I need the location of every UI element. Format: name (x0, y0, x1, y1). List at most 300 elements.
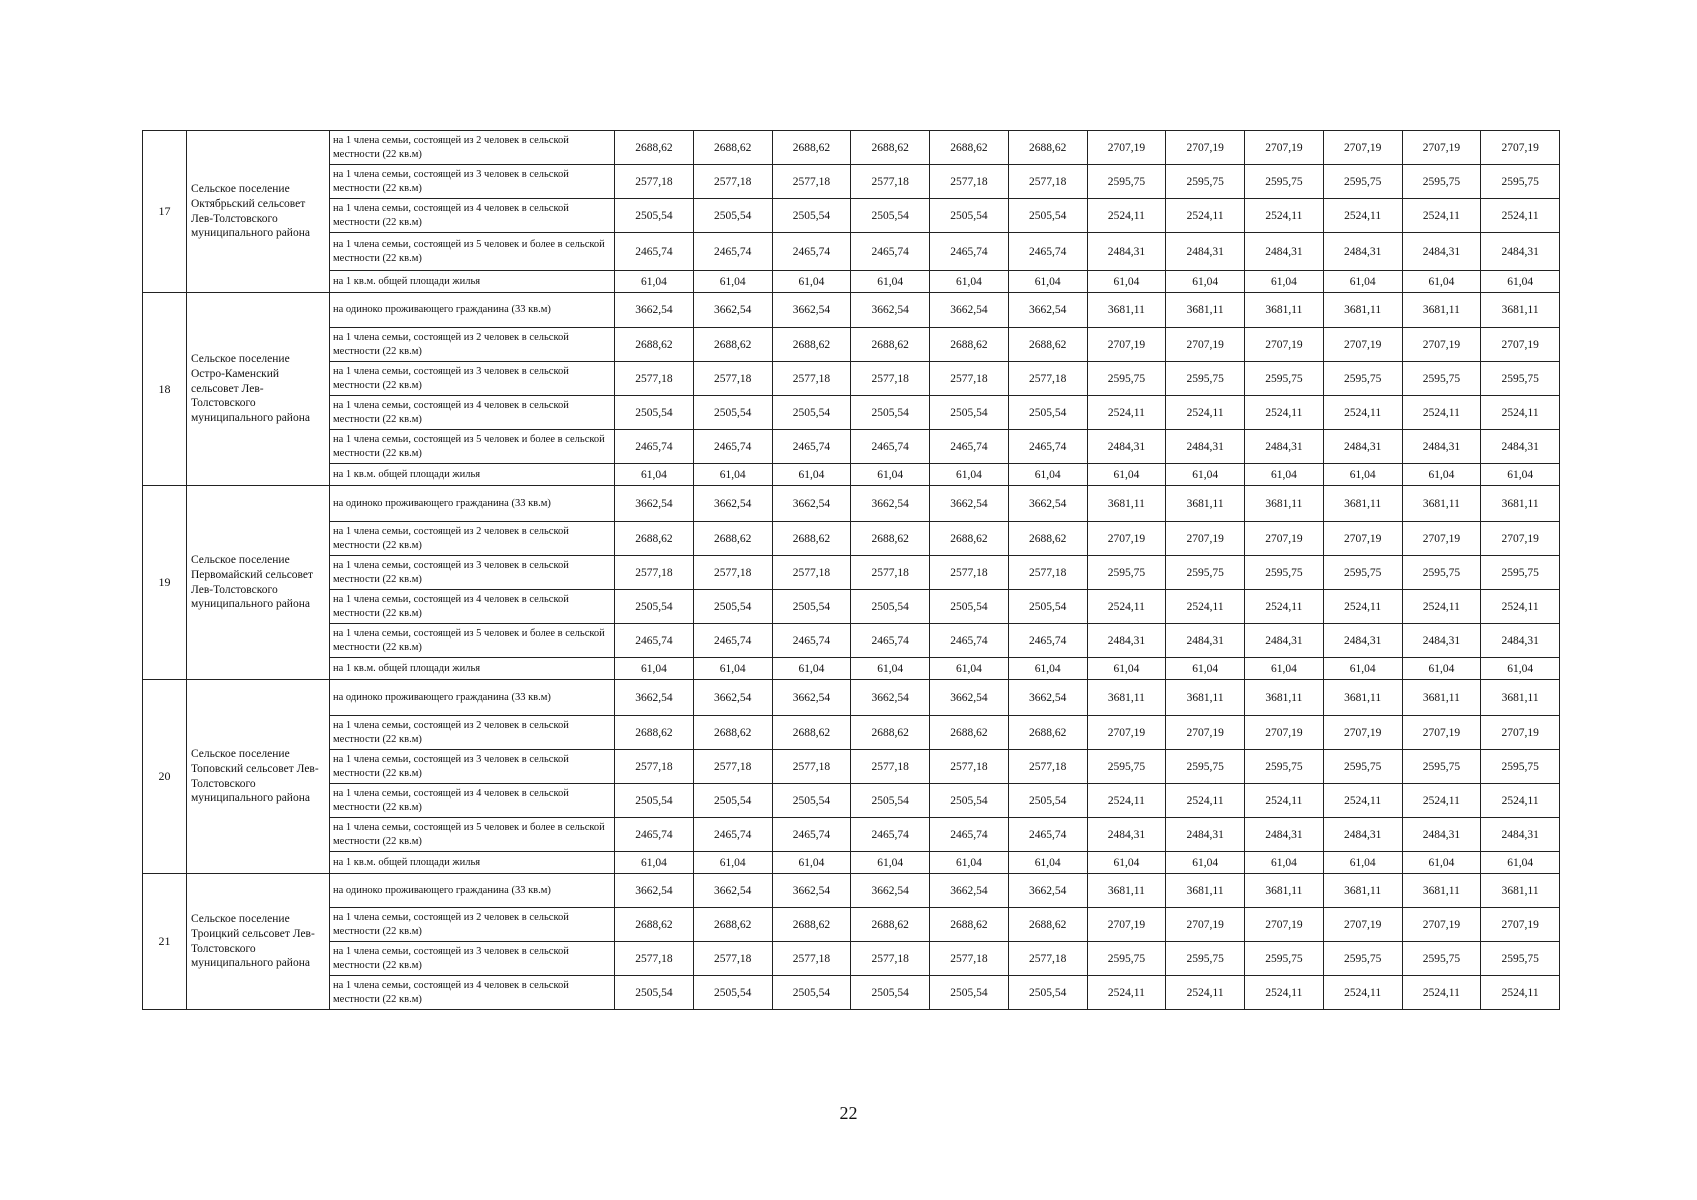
value-cell: 2524,11 (1402, 396, 1481, 430)
category-label: на 1 члена семьи, состоящей из 4 человек в сельской местности (22 кв.м) (330, 396, 615, 430)
value-cell: 61,04 (1323, 658, 1402, 680)
value-cell: 2707,19 (1087, 328, 1166, 362)
value-cell: 2524,11 (1166, 976, 1245, 1010)
value-cell: 2484,31 (1166, 430, 1245, 464)
value-cell: 61,04 (1008, 658, 1087, 680)
value-cell: 3681,11 (1166, 486, 1245, 522)
value-cell: 2707,19 (1166, 522, 1245, 556)
value-cell: 61,04 (1087, 271, 1166, 293)
value-cell: 2465,74 (930, 430, 1009, 464)
value-cell: 61,04 (1166, 464, 1245, 486)
value-cell: 3662,54 (615, 486, 694, 522)
value-cell: 2505,54 (693, 976, 772, 1010)
value-cell: 2524,11 (1245, 396, 1324, 430)
value-cell: 2688,62 (615, 522, 694, 556)
value-cell: 61,04 (615, 464, 694, 486)
value-cell: 2577,18 (693, 750, 772, 784)
value-cell: 2707,19 (1402, 131, 1481, 165)
value-cell: 2465,74 (772, 624, 851, 658)
category-label: на одиноко проживающего гражданина (33 кв.м) (330, 486, 615, 522)
value-cell: 2595,75 (1323, 362, 1402, 396)
value-cell: 3681,11 (1481, 293, 1560, 328)
value-cell: 61,04 (851, 852, 930, 874)
value-cell: 2577,18 (851, 942, 930, 976)
category-label: на 1 члена семьи, состоящей из 3 человек в сельской местности (22 кв.м) (330, 556, 615, 590)
value-cell: 2524,11 (1087, 784, 1166, 818)
value-cell: 2688,62 (615, 328, 694, 362)
table-row (143, 874, 1560, 908)
table-row (143, 328, 1560, 362)
settlement-name: Сельское поселение Первомайский сельсовет Лев-Толстовского муниципального района (187, 486, 330, 680)
value-cell: 2577,18 (693, 165, 772, 199)
value-cell: 2688,62 (693, 328, 772, 362)
value-cell: 2484,31 (1481, 818, 1560, 852)
value-cell: 2707,19 (1166, 716, 1245, 750)
value-cell: 2707,19 (1245, 328, 1324, 362)
value-cell: 2688,62 (930, 131, 1009, 165)
value-cell: 2505,54 (693, 784, 772, 818)
value-cell: 2577,18 (930, 362, 1009, 396)
value-cell: 3662,54 (851, 293, 930, 328)
value-cell: 2484,31 (1166, 233, 1245, 271)
category-label: на 1 члена семьи, состоящей из 3 человек в сельской местности (22 кв.м) (330, 362, 615, 396)
value-cell: 3662,54 (772, 293, 851, 328)
table-row (143, 556, 1560, 590)
value-cell: 2505,54 (772, 590, 851, 624)
value-cell: 61,04 (1245, 464, 1324, 486)
value-cell: 2465,74 (1008, 818, 1087, 852)
value-cell: 2577,18 (615, 362, 694, 396)
value-cell: 2524,11 (1245, 976, 1324, 1010)
value-cell: 2465,74 (1008, 233, 1087, 271)
table-row (143, 464, 1560, 486)
value-cell: 2465,74 (693, 818, 772, 852)
value-cell: 2484,31 (1245, 430, 1324, 464)
value-cell: 2707,19 (1166, 328, 1245, 362)
category-label: на 1 члена семьи, состоящей из 3 человек в сельской местности (22 кв.м) (330, 165, 615, 199)
value-cell: 2595,75 (1245, 165, 1324, 199)
value-cell: 61,04 (1087, 852, 1166, 874)
value-cell: 61,04 (851, 658, 930, 680)
value-cell: 2577,18 (851, 750, 930, 784)
value-cell: 2595,75 (1166, 362, 1245, 396)
value-cell: 2595,75 (1245, 942, 1324, 976)
value-cell: 2577,18 (772, 165, 851, 199)
value-cell: 2505,54 (851, 784, 930, 818)
value-cell: 3681,11 (1166, 293, 1245, 328)
value-cell: 61,04 (930, 271, 1009, 293)
value-cell: 61,04 (1087, 658, 1166, 680)
value-cell: 2524,11 (1481, 396, 1560, 430)
value-cell: 2595,75 (1245, 750, 1324, 784)
value-cell: 61,04 (1166, 271, 1245, 293)
value-cell: 2484,31 (1245, 624, 1324, 658)
value-cell: 61,04 (930, 852, 1009, 874)
value-cell: 3662,54 (772, 874, 851, 908)
settlement-name: Сельское поселение Остро-Каменский сельсовет Лев-Толстовского муниципального района (187, 293, 330, 486)
value-cell: 2707,19 (1166, 131, 1245, 165)
value-cell: 2524,11 (1323, 976, 1402, 1010)
value-cell: 2505,54 (1008, 976, 1087, 1010)
value-cell: 2688,62 (930, 716, 1009, 750)
value-cell: 2688,62 (851, 131, 930, 165)
value-cell: 2524,11 (1481, 784, 1560, 818)
value-cell: 2688,62 (851, 328, 930, 362)
value-cell: 2465,74 (851, 233, 930, 271)
value-cell: 61,04 (1008, 464, 1087, 486)
value-cell: 3662,54 (693, 680, 772, 716)
value-cell: 2484,31 (1087, 233, 1166, 271)
value-cell: 2484,31 (1402, 624, 1481, 658)
value-cell: 2595,75 (1087, 362, 1166, 396)
value-cell: 3681,11 (1245, 680, 1324, 716)
value-cell: 3662,54 (693, 293, 772, 328)
value-cell: 2505,54 (615, 590, 694, 624)
value-cell: 2595,75 (1087, 750, 1166, 784)
value-cell: 2465,74 (851, 430, 930, 464)
value-cell: 2524,11 (1402, 590, 1481, 624)
value-cell: 3662,54 (930, 874, 1009, 908)
value-cell: 2524,11 (1087, 396, 1166, 430)
table-row (143, 590, 1560, 624)
value-cell: 2484,31 (1402, 430, 1481, 464)
tariff-table-body (143, 131, 1560, 1010)
value-cell: 2524,11 (1323, 784, 1402, 818)
value-cell: 61,04 (1402, 658, 1481, 680)
value-cell: 2595,75 (1087, 942, 1166, 976)
value-cell: 2688,62 (1008, 131, 1087, 165)
value-cell: 2484,31 (1087, 818, 1166, 852)
value-cell: 2707,19 (1245, 522, 1324, 556)
value-cell: 2505,54 (615, 784, 694, 818)
value-cell: 3662,54 (1008, 293, 1087, 328)
value-cell: 3662,54 (615, 874, 694, 908)
value-cell: 2707,19 (1087, 131, 1166, 165)
value-cell: 2505,54 (615, 396, 694, 430)
category-label: на 1 члена семьи, состоящей из 4 человек в сельской местности (22 кв.м) (330, 199, 615, 233)
value-cell: 2595,75 (1166, 942, 1245, 976)
value-cell: 2577,18 (693, 942, 772, 976)
table-row (143, 396, 1560, 430)
value-cell: 3681,11 (1166, 874, 1245, 908)
value-cell: 2524,11 (1087, 199, 1166, 233)
value-cell: 2707,19 (1323, 131, 1402, 165)
row-number: 19 (143, 486, 187, 680)
value-cell: 2577,18 (693, 556, 772, 590)
category-label: на 1 члена семьи, состоящей из 5 человек и более в сельской местности (22 кв.м) (330, 624, 615, 658)
value-cell: 2484,31 (1323, 233, 1402, 271)
value-cell: 2707,19 (1245, 908, 1324, 942)
value-cell: 61,04 (693, 852, 772, 874)
value-cell: 61,04 (1481, 852, 1560, 874)
value-cell: 2484,31 (1166, 818, 1245, 852)
value-cell: 3681,11 (1166, 680, 1245, 716)
tariff-table-container (142, 130, 1560, 1010)
page-number: 22 (839, 1103, 858, 1123)
value-cell: 2505,54 (772, 199, 851, 233)
value-cell: 61,04 (615, 852, 694, 874)
value-cell: 2595,75 (1402, 556, 1481, 590)
value-cell: 3681,11 (1402, 680, 1481, 716)
value-cell: 2465,74 (693, 624, 772, 658)
value-cell: 2595,75 (1087, 556, 1166, 590)
value-cell: 61,04 (1402, 271, 1481, 293)
value-cell: 2465,74 (930, 624, 1009, 658)
value-cell: 2484,31 (1323, 430, 1402, 464)
value-cell: 2524,11 (1481, 199, 1560, 233)
value-cell: 2524,11 (1402, 784, 1481, 818)
value-cell: 2484,31 (1245, 233, 1324, 271)
table-row (143, 199, 1560, 233)
value-cell: 3681,11 (1323, 293, 1402, 328)
category-label: на 1 кв.м. общей площади жилья (330, 271, 615, 293)
value-cell: 2688,62 (693, 131, 772, 165)
value-cell: 3681,11 (1245, 486, 1324, 522)
table-row (143, 293, 1560, 328)
value-cell: 2465,74 (693, 233, 772, 271)
value-cell: 2524,11 (1245, 199, 1324, 233)
value-cell: 2707,19 (1323, 908, 1402, 942)
value-cell: 61,04 (1166, 852, 1245, 874)
table-row (143, 942, 1560, 976)
value-cell: 2707,19 (1166, 908, 1245, 942)
value-cell: 2577,18 (615, 750, 694, 784)
value-cell: 3662,54 (772, 680, 851, 716)
value-cell: 2595,75 (1166, 750, 1245, 784)
value-cell: 2707,19 (1323, 522, 1402, 556)
value-cell: 2465,74 (615, 624, 694, 658)
value-cell: 2595,75 (1402, 362, 1481, 396)
value-cell: 61,04 (1323, 271, 1402, 293)
value-cell: 2505,54 (615, 976, 694, 1010)
table-row (143, 750, 1560, 784)
value-cell: 2707,19 (1402, 522, 1481, 556)
value-cell: 2595,75 (1481, 750, 1560, 784)
value-cell: 3662,54 (1008, 680, 1087, 716)
value-cell: 2465,74 (930, 818, 1009, 852)
value-cell: 61,04 (1245, 271, 1324, 293)
value-cell: 2505,54 (930, 396, 1009, 430)
value-cell: 3681,11 (1087, 874, 1166, 908)
value-cell: 2524,11 (1402, 199, 1481, 233)
value-cell: 2484,31 (1402, 818, 1481, 852)
value-cell: 61,04 (1008, 271, 1087, 293)
category-label: на 1 члена семьи, состоящей из 2 человек в сельской местности (22 кв.м) (330, 716, 615, 750)
value-cell: 2595,75 (1166, 165, 1245, 199)
value-cell: 2524,11 (1323, 199, 1402, 233)
value-cell: 2707,19 (1402, 328, 1481, 362)
value-cell: 2688,62 (1008, 716, 1087, 750)
value-cell: 2595,75 (1323, 942, 1402, 976)
value-cell: 2524,11 (1087, 590, 1166, 624)
value-cell: 2595,75 (1245, 556, 1324, 590)
value-cell: 61,04 (1402, 464, 1481, 486)
value-cell: 3662,54 (772, 486, 851, 522)
value-cell: 2688,62 (1008, 522, 1087, 556)
value-cell: 2524,11 (1245, 590, 1324, 624)
value-cell: 2505,54 (851, 976, 930, 1010)
table-row (143, 430, 1560, 464)
category-label: на 1 кв.м. общей площади жилья (330, 464, 615, 486)
value-cell: 2577,18 (615, 165, 694, 199)
value-cell: 2465,74 (693, 430, 772, 464)
value-cell: 2577,18 (851, 556, 930, 590)
value-cell: 61,04 (615, 658, 694, 680)
value-cell: 2577,18 (930, 750, 1009, 784)
value-cell: 2505,54 (851, 199, 930, 233)
value-cell: 2707,19 (1245, 131, 1324, 165)
value-cell: 2688,62 (693, 522, 772, 556)
value-cell: 3681,11 (1481, 680, 1560, 716)
value-cell: 3681,11 (1481, 874, 1560, 908)
value-cell: 3681,11 (1402, 486, 1481, 522)
table-row (143, 680, 1560, 716)
category-label: на 1 члена семьи, состоящей из 2 человек в сельской местности (22 кв.м) (330, 522, 615, 556)
category-label: на 1 члена семьи, состоящей из 3 человек в сельской местности (22 кв.м) (330, 750, 615, 784)
category-label: на 1 члена семьи, состоящей из 4 человек в сельской местности (22 кв.м) (330, 784, 615, 818)
value-cell: 2505,54 (772, 396, 851, 430)
value-cell: 2577,18 (851, 362, 930, 396)
value-cell: 2505,54 (1008, 784, 1087, 818)
value-cell: 3662,54 (930, 293, 1009, 328)
value-cell: 2577,18 (693, 362, 772, 396)
table-row (143, 716, 1560, 750)
value-cell: 3681,11 (1323, 874, 1402, 908)
value-cell: 2484,31 (1402, 233, 1481, 271)
value-cell: 2505,54 (930, 784, 1009, 818)
value-cell: 61,04 (693, 464, 772, 486)
value-cell: 2595,75 (1481, 556, 1560, 590)
value-cell: 2688,62 (772, 522, 851, 556)
value-cell: 2524,11 (1166, 199, 1245, 233)
table-row (143, 908, 1560, 942)
value-cell: 2484,31 (1481, 624, 1560, 658)
row-number: 21 (143, 874, 187, 1010)
value-cell: 2595,75 (1245, 362, 1324, 396)
value-cell: 61,04 (772, 852, 851, 874)
value-cell: 2595,75 (1481, 362, 1560, 396)
value-cell: 2524,11 (1323, 590, 1402, 624)
table-row (143, 233, 1560, 271)
value-cell: 61,04 (1245, 658, 1324, 680)
value-cell: 2595,75 (1166, 556, 1245, 590)
value-cell: 2484,31 (1166, 624, 1245, 658)
category-label: на 1 члена семьи, состоящей из 4 человек в сельской местности (22 кв.м) (330, 590, 615, 624)
value-cell: 2595,75 (1323, 165, 1402, 199)
value-cell: 3681,11 (1323, 486, 1402, 522)
table-row (143, 271, 1560, 293)
value-cell: 3681,11 (1245, 293, 1324, 328)
value-cell: 3681,11 (1481, 486, 1560, 522)
table-row (143, 976, 1560, 1010)
value-cell: 3681,11 (1087, 680, 1166, 716)
value-cell: 2688,62 (772, 908, 851, 942)
value-cell: 61,04 (693, 271, 772, 293)
value-cell: 2484,31 (1087, 430, 1166, 464)
value-cell: 2505,54 (930, 976, 1009, 1010)
value-cell: 3681,11 (1087, 486, 1166, 522)
category-label: на 1 члена семьи, состоящей из 2 человек в сельской местности (22 кв.м) (330, 328, 615, 362)
value-cell: 2577,18 (930, 942, 1009, 976)
value-cell: 2524,11 (1402, 976, 1481, 1010)
value-cell: 2688,62 (615, 908, 694, 942)
table-row (143, 784, 1560, 818)
value-cell: 2595,75 (1402, 750, 1481, 784)
value-cell: 2688,62 (930, 522, 1009, 556)
value-cell: 2707,19 (1481, 131, 1560, 165)
value-cell: 3662,54 (851, 680, 930, 716)
value-cell: 2707,19 (1402, 908, 1481, 942)
value-cell: 2707,19 (1402, 716, 1481, 750)
row-number: 20 (143, 680, 187, 874)
value-cell: 61,04 (1402, 852, 1481, 874)
value-cell: 2524,11 (1481, 976, 1560, 1010)
value-cell: 2505,54 (1008, 199, 1087, 233)
value-cell: 3681,11 (1087, 293, 1166, 328)
value-cell: 2465,74 (772, 818, 851, 852)
value-cell: 2577,18 (1008, 750, 1087, 784)
value-cell: 2595,75 (1323, 556, 1402, 590)
value-cell: 61,04 (693, 658, 772, 680)
value-cell: 61,04 (1323, 464, 1402, 486)
value-cell: 3662,54 (851, 486, 930, 522)
value-cell: 2595,75 (1481, 165, 1560, 199)
value-cell: 61,04 (930, 658, 1009, 680)
value-cell: 2484,31 (1323, 818, 1402, 852)
category-label: на 1 члена семьи, состоящей из 2 человек в сельской местности (22 кв.м) (330, 908, 615, 942)
value-cell: 2595,75 (1402, 165, 1481, 199)
value-cell: 2505,54 (772, 784, 851, 818)
value-cell: 61,04 (1481, 658, 1560, 680)
value-cell: 61,04 (772, 464, 851, 486)
table-row (143, 658, 1560, 680)
value-cell: 61,04 (1323, 852, 1402, 874)
value-cell: 2465,74 (615, 233, 694, 271)
value-cell: 2484,31 (1087, 624, 1166, 658)
value-cell: 2688,62 (1008, 908, 1087, 942)
table-row (143, 852, 1560, 874)
value-cell: 3681,11 (1323, 680, 1402, 716)
value-cell: 2707,19 (1087, 908, 1166, 942)
table-row (143, 165, 1560, 199)
value-cell: 2505,54 (851, 590, 930, 624)
value-cell: 2465,74 (851, 624, 930, 658)
value-cell: 2505,54 (851, 396, 930, 430)
category-label: на 1 члена семьи, состоящей из 5 человек и более в сельской местности (22 кв.м) (330, 233, 615, 271)
value-cell: 2707,19 (1481, 716, 1560, 750)
value-cell: 2577,18 (1008, 556, 1087, 590)
value-cell: 3662,54 (930, 680, 1009, 716)
value-cell: 2505,54 (693, 396, 772, 430)
category-label: на 1 члена семьи, состоящей из 2 человек в сельской местности (22 кв.м) (330, 131, 615, 165)
value-cell: 3662,54 (693, 874, 772, 908)
value-cell: 61,04 (1481, 271, 1560, 293)
category-label: на 1 члена семьи, состоящей из 3 человек в сельской местности (22 кв.м) (330, 942, 615, 976)
value-cell: 2595,75 (1481, 942, 1560, 976)
value-cell: 61,04 (1087, 464, 1166, 486)
table-row (143, 818, 1560, 852)
value-cell: 61,04 (1481, 464, 1560, 486)
tariff-table (142, 130, 1560, 1010)
table-row (143, 362, 1560, 396)
row-number: 18 (143, 293, 187, 486)
value-cell: 2465,74 (772, 430, 851, 464)
row-number: 17 (143, 131, 187, 293)
value-cell: 2465,74 (615, 430, 694, 464)
value-cell: 2595,75 (1087, 165, 1166, 199)
category-label: на 1 кв.м. общей площади жилья (330, 658, 615, 680)
category-label: на 1 члена семьи, состоящей из 4 человек в сельской местности (22 кв.м) (330, 976, 615, 1010)
